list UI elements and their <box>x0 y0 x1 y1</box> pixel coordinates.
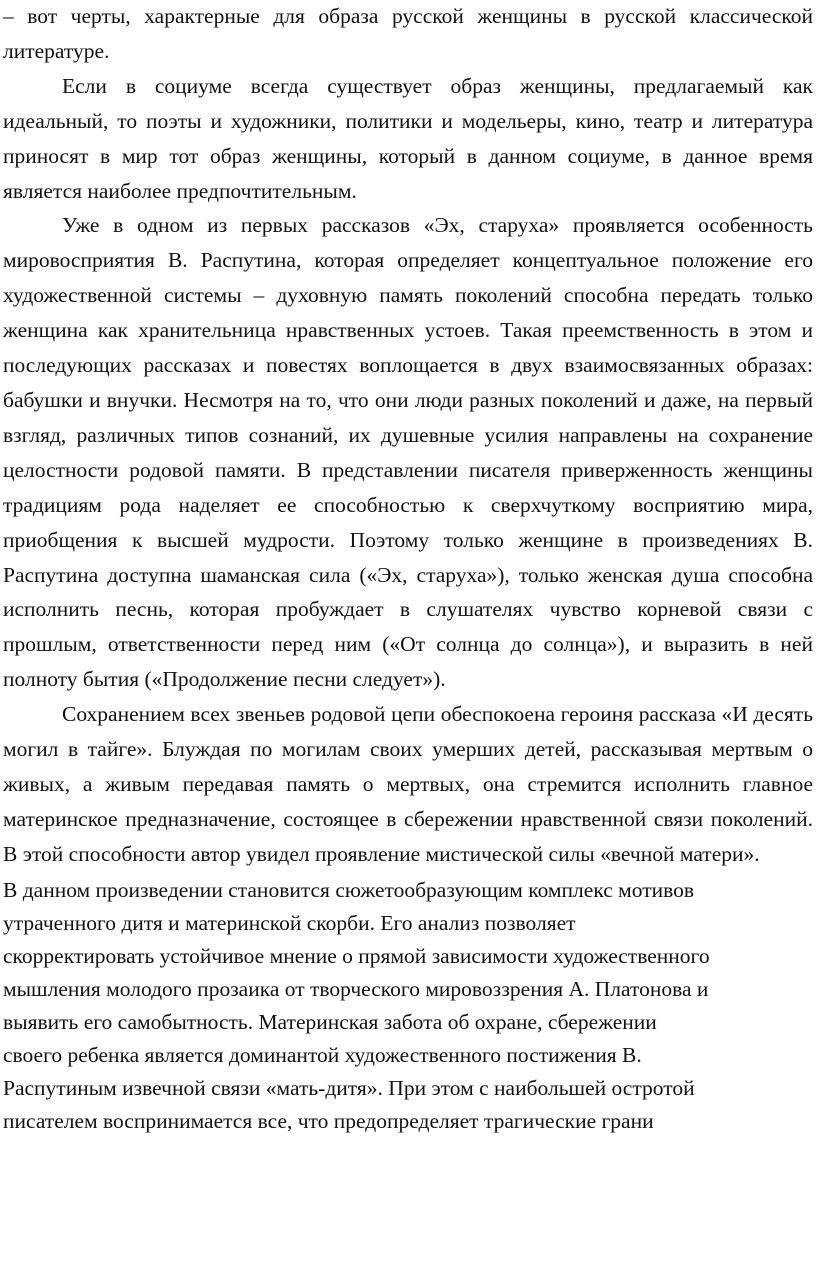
text-line: писателем воспринимается все, что предопределяет трагические грани <box>3 1108 654 1133</box>
paragraph-ideal-woman-image: Если в социуме всегда существует образ женщины, предлагаемый как идеальный, то поэты и художники, политики и модельеры, кино, театр и литература приносят в мир тот образ женщины, который в данном социуме, в данное время является наиболее предпочтительным. <box>3 73 813 203</box>
paragraph-continuation: – вот черты, характерные для образа русской женщины в русской классической литературе. <box>3 4 813 63</box>
text-line: мышления молодого прозаика от творческого мировоззрения А. Платонова и <box>3 976 709 1001</box>
paragraph-ten-graves: Сохранением всех звеньев родовой цепи обеспокоена героиня рассказа «И десять могил в тайге». Блуждая по могилам своих умерших детей, рассказывая мертвым о живых, а живым передавая память о мертвых, она стремится исполнить главное материнское предназначение, состоящее в сбережении нравственной связи поколений. В этой способности автор увидел проявление мистической силы «вечной матери». <box>3 702 813 866</box>
text-line: Распутиным извечной связи «мать-дитя». При этом с наибольшей остротой <box>3 1075 695 1100</box>
text-line: своего ребенка является доминантой художественного постижения В. <box>3 1042 642 1067</box>
text-line: выявить его самобытность. Материнская забота об охране, сбережении <box>3 1009 657 1034</box>
text-line: В данном произведении становится сюжетообразующим комплекс мотивов <box>3 877 695 902</box>
paragraph-lost-child-motif <box>3 874 813 1138</box>
text-line: утраченного дитя и материнской скорби. Его анализ позволяет <box>3 910 576 935</box>
text-line: скорректировать устойчивое мнение о прямой зависимости художественного <box>3 943 710 968</box>
paragraph-rasputin-worldview: Уже в одном из первых рассказов «Эх, старуха» проявляется особенность мировосприятия В. Распутина, которая определяет концептуальное положение его художественной системы – духовную память поколений способна передать только женщина как хранительница нравственных устоев. Такая преемственность в этом и последующих рассказах и повестях воплощается в двух взаимосвязанных образах: бабушки и внучки. Несмотря на то, что они люди разных поколений и даже, на первый взгляд, различных типов сознаний, их душевные усилия направлены на сохранение целостности родовой памяти. В представлении писателя приверженность женщины традициям рода наделяет ее способностью к сверхчуткому восприятию мира, приобщения к высшей мудрости. Поэтому только женщине в произведениях В. Распутина доступна шаманская сила («Эх, старуха»), только женская душа способна исполнить песнь, которая пробуждает в слушателях чувство корневой связи с прошлым, ответственности перед ним («От солнца до солнца»), и выразить в ней полноту бытия («Продолжение песни следует»). <box>3 213 813 692</box>
